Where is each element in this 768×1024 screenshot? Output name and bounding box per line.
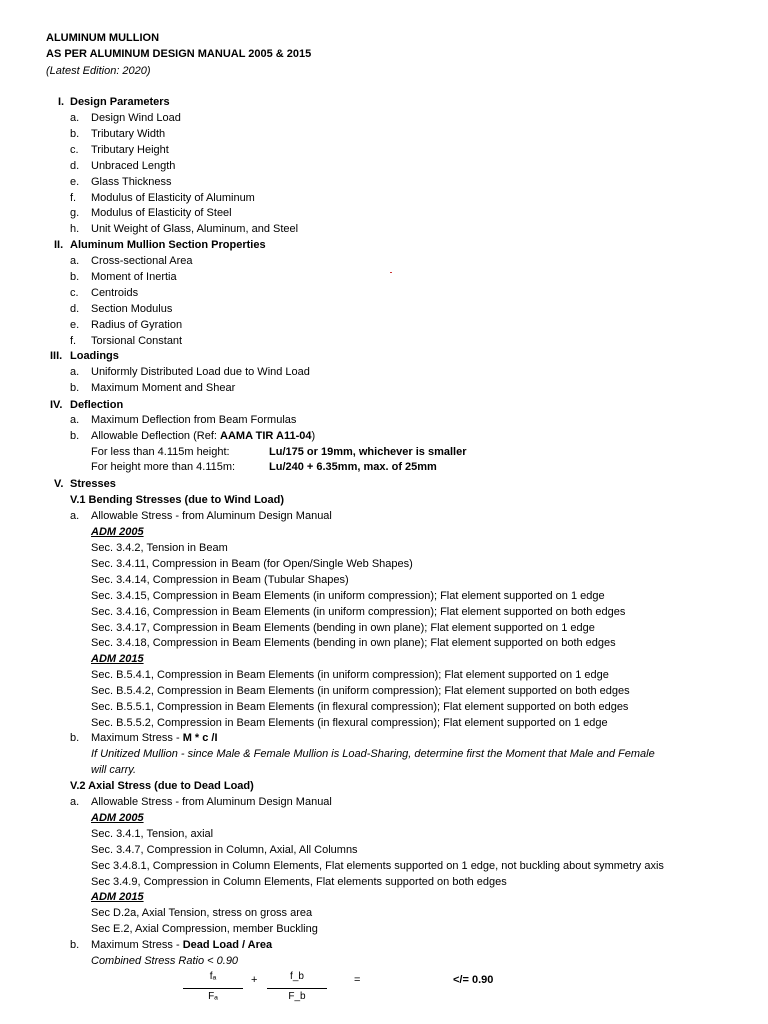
doc-title: ALUMINUM MULLION: [46, 32, 160, 44]
section-1-item-marker: g.: [70, 207, 80, 220]
v2-adm2015-section: Sec D.2a, Axial Tension, stress on gross area: [91, 907, 313, 919]
section-5-title: Stresses: [70, 478, 116, 490]
deflection-limit-2-value: Lu/240 + 6.35mm, max. of 25mm: [269, 461, 437, 473]
s4-a-marker: a.: [70, 414, 80, 426]
v2-title: V.2 Axial Stress (due to Dead Load): [70, 780, 254, 792]
v1-note-line1: If Unitized Mullion - since Male & Female Mullion is Load-Sharing, determine first the Moment that Male and Female: [91, 748, 655, 760]
fa-denominator: Fₐ: [208, 991, 218, 1002]
section-2-item-text: Section Modulus: [91, 302, 173, 315]
deflection-limit-1-value: Lu/175 or 19mm, whichever is smaller: [269, 446, 467, 458]
stray-mark: [390, 272, 392, 273]
ratio-limit: </= 0.90: [453, 974, 494, 986]
v1-b-formula: M * c /I: [182, 732, 218, 744]
v1-note-line2: will carry.: [91, 764, 137, 776]
v1-adm2015-section: Sec. B.5.5.2, Compression in Beam Elements (in flexural compression); Flat element supported on 1 edge: [91, 716, 608, 729]
deflection-limit-2-label: For height more than 4.115m:: [91, 461, 236, 473]
section-1-item-marker: b.: [70, 127, 80, 140]
section-5-num: V.: [54, 478, 64, 490]
fb-denominator: F_b: [288, 991, 306, 1002]
section-1-item-marker: f.: [70, 191, 77, 204]
section-3-num: III.: [50, 350, 63, 362]
v2-b-text: Maximum Stress - Dead Load / Area: [91, 939, 273, 951]
v1-adm2005-section: Sec. 3.4.18, Compression in Beam Elements (bending in own plane); Flat element supported on both edges: [91, 637, 616, 650]
v2-adm2005-section: Sec. 3.4.7, Compression in Column, Axial, All Columns: [91, 843, 358, 856]
deflection-limit-1-label: For less than 4.115m height:: [91, 446, 230, 458]
v1-a-text: Allowable Stress - from Aluminum Design Manual: [91, 510, 332, 522]
v2-adm2005-section: Sec 3.4.9, Compression in Column Elements, Flat elements supported on both edges: [91, 875, 507, 888]
v2-adm2005-heading: ADM 2005: [91, 812, 144, 824]
section-1-item-text: Glass Thickness: [91, 175, 172, 188]
section-3-item-marker: a.: [70, 366, 80, 378]
v1-adm2005-section: Sec. 3.4.15, Compression in Beam Elements (in uniform compression); Flat element supported on 1 edge: [91, 589, 605, 602]
v1-b-text: Maximum Stress - M * c /I: [91, 732, 218, 744]
section-1-item-text: Tributary Height: [91, 143, 169, 156]
s4-a-text: Maximum Deflection from Beam Formulas: [91, 414, 297, 426]
section-1-item-marker: d.: [70, 159, 80, 172]
section-1-title: Design Parameters: [70, 96, 170, 108]
section-2-item-marker: d.: [70, 302, 80, 315]
section-3-item-marker: b.: [70, 382, 80, 394]
section-1-num: I.: [58, 96, 65, 108]
fraction-bar-2: [267, 988, 327, 989]
v1-adm2005-section: Sec. 3.4.2, Tension in Beam: [91, 542, 228, 554]
section-1-item-text: Modulus of Elasticity of Steel: [91, 207, 232, 220]
s4-b-text: Allowable Deflection (Ref: AAMA TIR A11-04): [91, 430, 316, 442]
v2-adm2005-section: Sec. 3.4.1, Tension, axial: [91, 828, 214, 840]
v2-a-marker: a.: [70, 796, 80, 808]
section-3-item-text: Maximum Moment and Shear: [91, 382, 236, 394]
v1-adm2005-heading: ADM 2005: [91, 526, 144, 538]
section-2-num: II.: [54, 239, 64, 251]
section-1-item-marker: c.: [70, 143, 79, 156]
section-1-item-text: Modulus of Elasticity of Aluminum: [91, 191, 255, 204]
section-1-item-marker: h.: [70, 223, 80, 236]
section-4-title: Deflection: [70, 399, 124, 411]
v1-adm2005-section: Sec. 3.4.14, Compression in Beam (Tubular Shapes): [91, 573, 349, 586]
s4-b-marker: b.: [70, 430, 80, 442]
section-4-num: IV.: [50, 399, 63, 411]
section-1-item-marker: a.: [70, 112, 80, 124]
v1-adm2005-section: Sec. 3.4.16, Compression in Beam Elements (in uniform compression); Flat element supported on both edges: [91, 605, 626, 618]
section-2-item-text: Torsional Constant: [91, 334, 183, 347]
section-1-item-text: Tributary Width: [91, 127, 166, 140]
section-1-item-text: Unbraced Length: [91, 159, 176, 172]
v1-a-marker: a.: [70, 510, 80, 522]
section-2-item-marker: c.: [70, 286, 79, 299]
doc-subtitle: AS PER ALUMINUM DESIGN MANUAL 2005 & 2015: [46, 48, 312, 60]
v1-b-marker: b.: [70, 732, 80, 744]
section-1-item-text: Design Wind Load: [91, 112, 181, 124]
v1-adm2005-section: Sec. 3.4.11, Compression in Beam (for Open/Single Web Shapes): [91, 557, 413, 570]
fb-numerator: f_b: [290, 971, 304, 982]
section-2-item-marker: b.: [70, 270, 80, 283]
fraction-bar-1: [183, 988, 243, 989]
section-3-title: Loadings: [70, 350, 119, 362]
section-2-item-text: Cross-sectional Area: [91, 255, 193, 267]
equals-sign: =: [354, 974, 361, 986]
section-2-item-text: Centroids: [91, 286, 139, 299]
v1-adm2015-heading: ADM 2015: [91, 653, 144, 665]
v1-adm2015-section: Sec. B.5.5.1, Compression in Beam Elements (in flexural compression); Flat element supported on both edges: [91, 700, 629, 713]
plus-sign: +: [251, 974, 258, 986]
combined-stress-ratio: Combined Stress Ratio < 0.90: [91, 955, 239, 967]
doc-edition: (Latest Edition: 2020): [46, 65, 151, 77]
section-2-item-marker: e.: [70, 318, 80, 331]
section-1-item-marker: e.: [70, 175, 80, 188]
v2-adm2015-heading: ADM 2015: [91, 891, 144, 903]
v1-adm2015-section: Sec. B.5.4.1, Compression in Beam Elements (in uniform compression); Flat element supported on 1 edge: [91, 669, 609, 681]
v2-adm2005-section: Sec 3.4.8.1, Compression in Column Elements, Flat elements supported on 1 edge, not buckling about symmetry axis: [91, 859, 664, 872]
section-3-item-text: Uniformly Distributed Load due to Wind Load: [91, 366, 310, 378]
v2-a-text: Allowable Stress - from Aluminum Design Manual: [91, 796, 332, 808]
v1-title: V.1 Bending Stresses (due to Wind Load): [70, 494, 285, 506]
v2-b-marker: b.: [70, 939, 80, 951]
section-2-item-marker: a.: [70, 255, 80, 267]
section-2-item-marker: f.: [70, 334, 77, 347]
section-1-item-text: Unit Weight of Glass, Aluminum, and Steel: [91, 223, 299, 236]
s4-b-ref: AAMA TIR A11-04: [220, 430, 312, 442]
v2-adm2015-section: Sec E.2, Axial Compression, member Buckling: [91, 922, 318, 935]
v1-adm2005-section: Sec. 3.4.17, Compression in Beam Elements (bending in own plane); Flat element supported on 1 edge: [91, 621, 595, 634]
section-2-item-text: Radius of Gyration: [91, 318, 183, 331]
section-2-item-text: Moment of Inertia: [91, 270, 177, 283]
section-2-title: Aluminum Mullion Section Properties: [70, 239, 266, 251]
v2-b-formula: Dead Load / Area: [182, 939, 273, 951]
fa-numerator: fₐ: [209, 971, 217, 982]
v1-adm2015-section: Sec. B.5.4.2, Compression in Beam Elements (in uniform compression); Flat element supported on both edges: [91, 684, 630, 697]
